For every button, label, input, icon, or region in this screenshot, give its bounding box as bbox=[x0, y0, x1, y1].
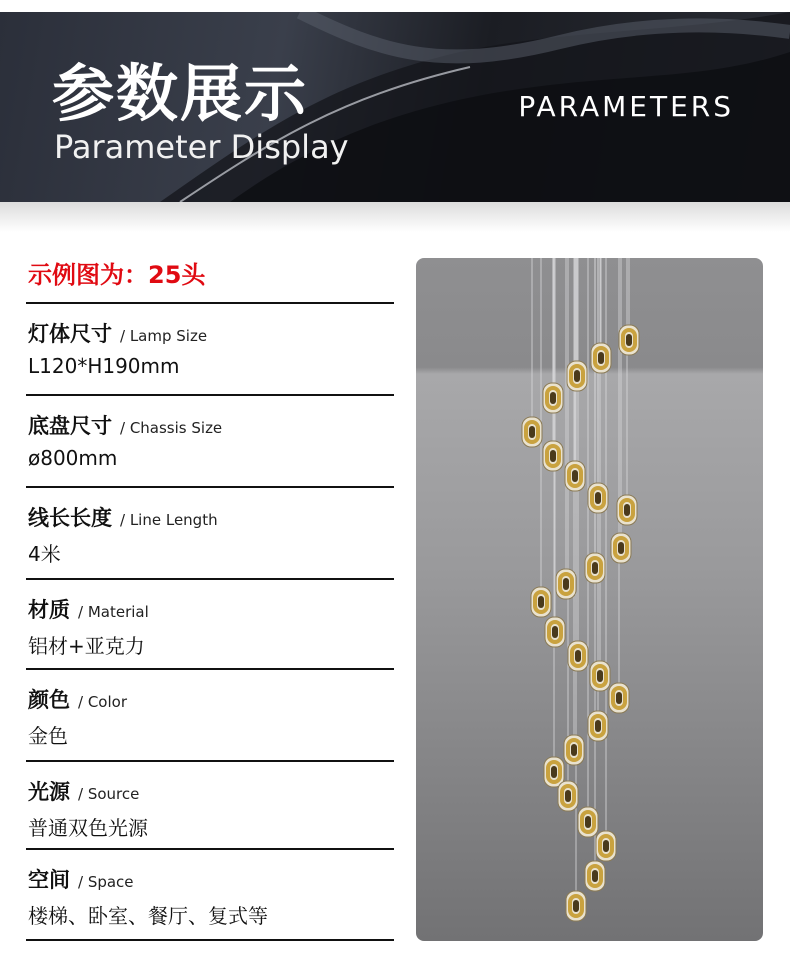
page-title: 参数展示 bbox=[52, 57, 309, 130]
spec-label-cn: 空间 bbox=[28, 868, 70, 892]
spec-row-color bbox=[26, 668, 394, 762]
spec-label bbox=[28, 684, 127, 714]
spec-label bbox=[28, 410, 222, 440]
spec-label-cn: 底盘尺寸 bbox=[28, 414, 112, 438]
pendant-light bbox=[591, 343, 611, 373]
spec-bottom-divider bbox=[26, 939, 394, 941]
pendant-light bbox=[611, 533, 631, 563]
pendant-light bbox=[545, 617, 565, 647]
pendant-light bbox=[619, 325, 639, 355]
page-subtitle: Parameter Display bbox=[54, 128, 349, 166]
example-note: 示例图为：25头 bbox=[28, 261, 206, 289]
pendant-light bbox=[543, 383, 563, 413]
pendant-light bbox=[578, 807, 598, 837]
spec-label bbox=[28, 318, 207, 348]
pendant-light bbox=[609, 683, 629, 713]
header-banner bbox=[0, 12, 790, 202]
spec-label bbox=[28, 776, 139, 806]
pendant-light bbox=[564, 735, 584, 765]
pendant-light bbox=[588, 483, 608, 513]
spec-value: L120*H190mm bbox=[28, 354, 180, 378]
spec-label-cn: 灯体尺寸 bbox=[28, 322, 112, 346]
chandelier-illustration bbox=[416, 258, 763, 941]
spec-label-en: / Space bbox=[78, 873, 134, 891]
banner-shadow bbox=[0, 202, 790, 232]
spec-label-en: / Chassis Size bbox=[120, 419, 223, 437]
pendant-light bbox=[531, 587, 551, 617]
pendant-light bbox=[596, 831, 616, 861]
pendant-light bbox=[565, 461, 585, 491]
spec-value: 铝材+亚克力 bbox=[28, 634, 145, 658]
spec-label-en: / Lamp Size bbox=[120, 327, 208, 345]
pendant-light bbox=[543, 441, 563, 471]
spec-label-cn: 材质 bbox=[28, 598, 70, 622]
spec-label-cn: 光源 bbox=[28, 780, 70, 804]
pendant-light bbox=[522, 417, 542, 447]
spec-label bbox=[28, 594, 149, 624]
pendant-light bbox=[544, 757, 564, 787]
spec-label bbox=[28, 502, 218, 532]
pendant-light bbox=[556, 569, 576, 599]
spec-value: ø800mm bbox=[28, 446, 118, 470]
product-image bbox=[416, 258, 763, 941]
spec-value: 普通双色光源 bbox=[28, 816, 148, 840]
spec-label-cn: 颜色 bbox=[28, 688, 70, 712]
spec-value: 4米 bbox=[28, 542, 61, 566]
spec-row-material bbox=[26, 578, 394, 670]
spec-label-en: / Line Length bbox=[120, 511, 218, 529]
spec-label-en: / Color bbox=[78, 693, 127, 711]
spec-label bbox=[28, 864, 134, 894]
spec-row-chassis-size bbox=[26, 394, 394, 488]
pendant-light bbox=[585, 553, 605, 583]
pendant-light bbox=[558, 781, 578, 811]
spec-label-en: / Source bbox=[78, 785, 140, 803]
pendant-light bbox=[617, 495, 637, 525]
spec-label-en: / Material bbox=[78, 603, 149, 621]
spec-value: 金色 bbox=[28, 724, 68, 748]
spec-row-space bbox=[26, 848, 394, 941]
pendant-light bbox=[568, 641, 588, 671]
pendant-light bbox=[566, 891, 586, 921]
spec-row-source bbox=[26, 760, 394, 850]
section-tag: PARAMETERS bbox=[518, 90, 734, 123]
spec-row-line-length bbox=[26, 486, 394, 580]
spec-row-lamp-size bbox=[26, 302, 394, 396]
pendant-light bbox=[588, 711, 608, 741]
pendant-light bbox=[567, 361, 587, 391]
spec-value: 楼梯、卧室、餐厅、复式等 bbox=[28, 904, 268, 928]
pendant-light bbox=[585, 861, 605, 891]
pendant-light bbox=[590, 661, 610, 691]
spec-label-cn: 线长长度 bbox=[28, 506, 112, 530]
